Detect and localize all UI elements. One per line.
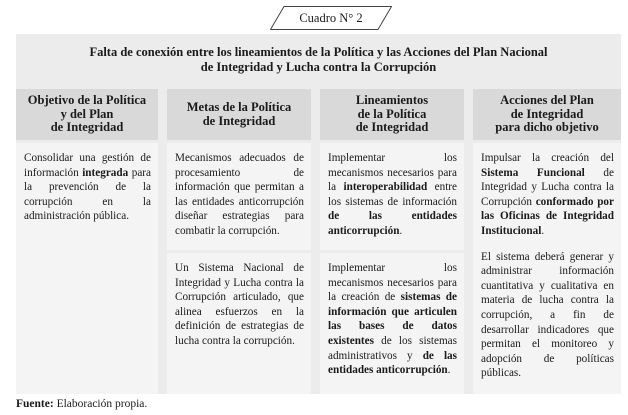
source-note	[16, 398, 147, 410]
cell-lineamiento-2-text1: Implementar los mecanismos necesarios para la creación de	[328, 262, 457, 304]
cell-lineamiento-1-text1: Implementar los mecanismos necesarios para la	[328, 152, 457, 194]
cell-meta-2	[167, 253, 311, 394]
cell-meta-2-text: Un Sistema Nacional de Integridad y Lucha contra la Corrupción articulado, que alinea esfuerzos en la definición de estrategias de lucha contra la corrupción.	[175, 262, 304, 347]
cell-lineamiento-2-bold1: sistemas de información que articulen las bases de datos existentes	[328, 291, 457, 347]
header-objetivo-line3: de Integridad	[50, 120, 124, 135]
header-metas-line1: Metas de la Política	[186, 100, 292, 114]
cell-lineamiento-2-text3: .	[447, 364, 451, 377]
cell-objetivo	[16, 143, 158, 394]
header-lineamientos	[320, 89, 464, 140]
cell-acciones	[473, 143, 621, 394]
header-lineamientos-line1: Lineamientos	[355, 93, 429, 108]
cell-meta-1-text: Mecanismos adecuados de procesamiento de información que permitan a las entidades anticorrupción diseñar estrategias para combatir la corrupción.	[175, 152, 304, 237]
cell-acciones-text3: .	[541, 224, 545, 237]
cell-objetivo-text2: para la prevención de la corrupción en la administración pública.	[24, 166, 151, 223]
header-acciones-line1: Acciones del Plan	[500, 93, 594, 108]
cell-acciones-text1: Impulsar la creación del	[481, 152, 614, 164]
cell-acciones-bold2: conformado por las Oficinas de Integridad Institucional	[481, 195, 614, 237]
header-objetivo	[16, 89, 158, 140]
header-lineamientos-line3: de Integridad	[355, 120, 429, 135]
table-title-line1: Falta de conexión entre los lineamientos de la Política y las Acciones del Plan Nacional	[89, 45, 548, 59]
cell-lineamiento-2-text2: de los sistemas administrativos y	[328, 334, 457, 362]
caption-text: Cuadro N° 2	[299, 11, 363, 25]
cell-lineamiento-2	[320, 253, 464, 394]
cell-lineamiento-1-bold1: interoperabilidad	[343, 181, 428, 194]
source-text: Elaboración propia.	[53, 398, 148, 410]
source-label: Fuente:	[16, 398, 54, 410]
cell-lineamiento-1-bold2: de las entidades anticorrupción	[328, 210, 457, 237]
cell-acciones-paragraph-2: El sistema deberá generar y administrar información cuantitativa y cualitativa en materia de lucha contra la corrupción, a fin de desarrollar indicadores que permitan el monitoreo y adopción de políticas públicas.	[481, 250, 614, 380]
header-metas-line2: de Integridad	[202, 113, 276, 128]
header-acciones-line2: de Integridad	[510, 106, 584, 121]
cell-objetivo-text1: Consolidar una gestión de información	[24, 152, 151, 179]
header-metas	[167, 89, 311, 140]
header-objetivo-line2: y del Plan	[60, 106, 114, 121]
cell-lineamiento-1-text2: entre los sistemas de información	[328, 181, 457, 208]
cell-lineamiento-1-text3: .	[399, 224, 403, 237]
cell-lineamiento-2-bold2: de las entidades anticorrupción	[328, 349, 458, 377]
header-lineamientos-line2: de la Política	[357, 106, 427, 121]
header-objetivo-line1: Objetivo de la Política	[27, 93, 147, 108]
header-acciones-line3: para dicho objetivo	[495, 120, 599, 135]
cell-lineamiento-1	[320, 143, 464, 250]
cell-acciones-paragraph-1	[481, 151, 614, 239]
header-acciones	[473, 89, 621, 140]
cell-objetivo-bold1: integrada	[82, 166, 129, 179]
cell-meta-1	[167, 143, 311, 250]
cell-acciones-bold1: Sistema Funcional	[481, 166, 585, 179]
cell-acciones-text2: de Integridad y Lucha contra la Corrupción	[481, 166, 614, 208]
table-title-line2: de Integridad y Lucha contra la Corrupción	[200, 60, 437, 74]
caption-tab	[270, 6, 392, 30]
table-title	[16, 34, 621, 86]
